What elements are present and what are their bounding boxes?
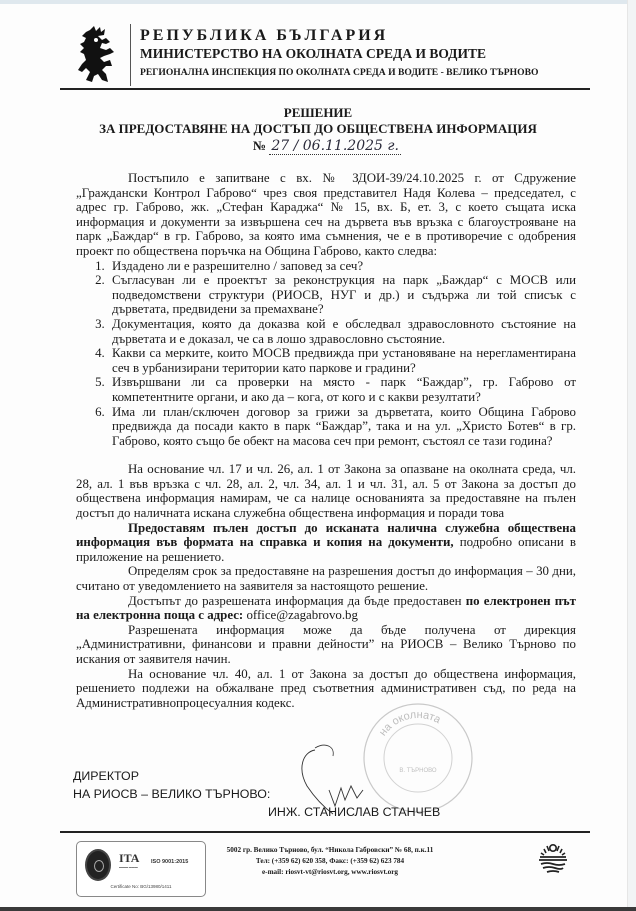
riosv-sun-water-logo-icon (535, 841, 571, 877)
stamp-inner-text: В. ТЪРНОВО (399, 768, 437, 774)
header-divider (130, 24, 131, 86)
footer-rule (60, 831, 590, 833)
footer-contacts: e-mail: riosvt-vt@riosvt.org, www.riosvt.org (261, 868, 399, 876)
decision-body (76, 171, 576, 710)
legal-basis-paragraph: На основание чл. 17 и чл. 26, ал. 1 от Закона за опазване на околната среда, чл. 28, ал. 1 във връзка с чл. 28, ал. 2, чл. 34, ал. 1 и чл. 31, ал. 5 от Закона за достъп до обществена информация намирам, че са налице основанията за предоставяне на пълен достъп до наличната искана служебна обществена информация и поради това (76, 462, 576, 521)
stamp-text: на околната (376, 708, 443, 739)
document-subtitle: ЗА ПРЕДОСТАВЯНЕ НА ДОСТЪП ДО ОБЩЕСТВЕНА ИНФОРМАЦИЯ (99, 121, 537, 136)
question-item: 6. Има ли план/сключен договор за грижи за дърветата, които Община Габрово предвижда да посади както в парк “Баждар”, така и на ул. „Христо Ботев“ в гр. Габрово, която също бе обект на масова сеч при ремонт, състоял се тази година? (108, 405, 576, 449)
header-rule (60, 88, 590, 90)
deadline-paragraph: Определям срок за предоставяне на разрешения достъп до информация – 30 дни, считано от уведомлението на заявителя за настоящото решение. (76, 564, 576, 594)
question-item: 4. Какви са мерките, които МОСВ предвижда при установяване на нерегламентирана сеч в урбанизирани територии като паркове и градини? (108, 346, 576, 375)
delivery-email: office@zagabrovo.bg (243, 608, 358, 623)
question-item: 5. Извършвани ли са проверки на място - парк “Баждар”, гр. Габрово от компетентните органи, и ако да – кога, от кого и с какви резултати? (108, 375, 576, 404)
grant-paragraph (76, 521, 576, 565)
question-item: 2. Съгласуван ли е проектът за реконструкция на парк „Баждар“ с МОСВ или подведомствени структури (РИОСВ, НУГ и др.) и съдържа ли той списък с дърветата, предвидени за премахване? (108, 273, 576, 317)
certification-badge (76, 841, 206, 897)
request-questions-list (76, 259, 576, 449)
grant-bold: Предоставям пълен достъп до исканата налична служебна обществена информация във формата на справка и копия на документи, (76, 520, 576, 550)
signatory-institution: НА РИОСВ – ВЕЛИКО ТЪРНОВО: (73, 787, 271, 801)
delivery-bold: по електронен път на електронна поща с адрес: (76, 593, 576, 623)
cert-brand-sub: ▬▬▬ ▬▬▬ (119, 865, 138, 869)
footer-phones: Тел: (+359 62) 620 358, Факс: (+359 62) 623 784 (255, 857, 405, 865)
document-title: РЕШЕНИЕ (283, 105, 353, 120)
coat-of-arms-lion-icon (76, 26, 118, 84)
cert-number: Certificate No: BG/13980/1411 (110, 884, 172, 889)
document-number (253, 138, 401, 154)
request-intro: Постъпило е запитване с вх. № ЗДОИ-39/24.10.2025 г. от Сдружение „Граждански Контрол Габрово“ чрез своя представител Надя Колева – председател, с адрес гр. Габрово, жк. „Стефан Караджа“ № 15, вх. Б, ет. 3, с което същата иска информация и документи за извършена сеч на дървета във връзка с благоустрояване на парк „Баждар“ в гр. Габрово, за която има съмнения, че е в противоречие с одобрения проект по обществена поръчка на Община Габрово, както следва: (76, 171, 576, 258)
delivery-plain: Достъпът до разрешената информация да бъде предоставен (128, 593, 466, 608)
header-inspectorate: РЕГИОНАЛНА ИНСПЕКЦИЯ ПО ОКОЛНАТА СРЕДА И ВОДИТЕ - ВЕЛИКО ТЪРНОВО (140, 67, 539, 78)
question-item: 3. Документация, която да доказва кой е обследвал здравословното състояние на дърветата и е доказал, че са в лошо здравословно състояние. (108, 317, 576, 346)
delivery-paragraph (76, 594, 576, 623)
signatory-name: ИНЖ. СТАНИСЛАВ СТАНЧЕВ (268, 805, 441, 819)
header-country: РЕПУБЛИКА БЪЛГАРИЯ (140, 27, 389, 44)
signatory-role: ДИРЕКТОР (73, 769, 139, 783)
cert-iso: ISO 9001:2015 (151, 859, 189, 865)
scan-bottom-edge (0, 907, 636, 911)
handwritten-number-date: 27 / 06.11.2025 г. (271, 138, 399, 154)
pickup-paragraph: Разрешената информация може да бъде получена от дирекция „Административни, финансови и правни дейности” на РИОСВ – Велико Търново по искания от заявителя начин. (76, 622, 576, 666)
question-item: 1. Издадено ли е разрешително / заповед за сеч? (108, 259, 576, 274)
grant-rest: подробно описани в приложение на решението. (76, 535, 577, 564)
appeal-paragraph: На основание чл. 40, ал. 1 от Закона за достъп до обществена информация, решението подлежи на обжалване пред съответния административен съд, по реда на Административнопроцесуалния кодекс. (76, 666, 576, 710)
header-ministry: МИНИСТЕРСТВО НА ОКОЛНАТА СРЕДА И ВОДИТЕ (140, 46, 486, 61)
number-prefix: № (253, 138, 267, 153)
scan-top-edge (0, 0, 636, 4)
footer-address: 5002 гр. Велико Търново, бул. “Никола Габровски” № 68, п.к.11 (226, 846, 434, 854)
accreditation-seal-icon (85, 849, 111, 881)
cert-brand: ITA (119, 851, 140, 865)
